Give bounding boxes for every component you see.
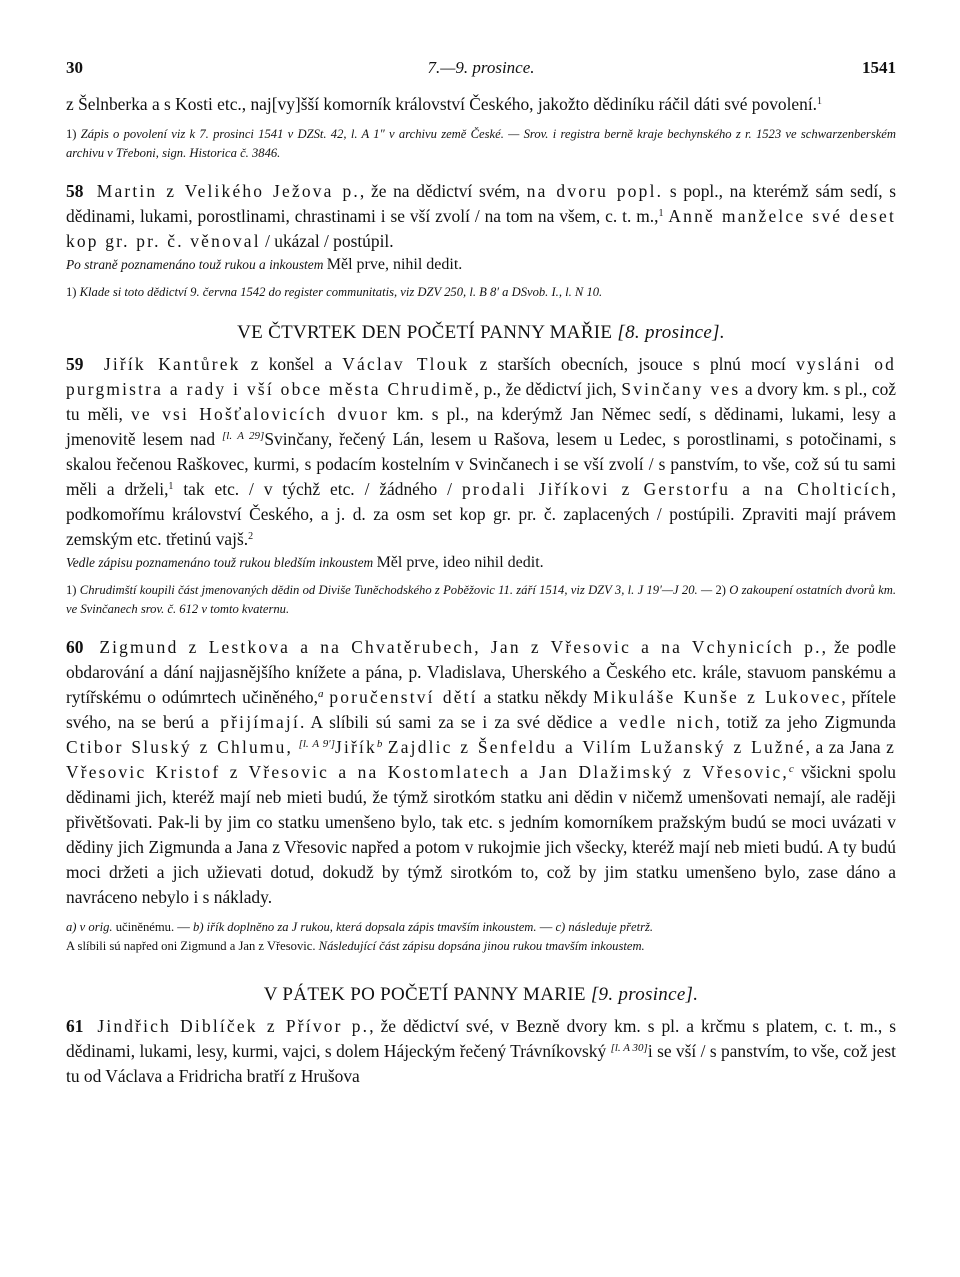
running-header [66, 58, 896, 92]
section-heading-9-december: V PÁTEK PO POČETÍ PANNY MARIE [9. prosince]. [263, 984, 699, 1005]
footnote-ref: 1 [817, 96, 823, 107]
page-number: 30 [66, 58, 83, 77]
margin-note-58: Po straně poznamenáno touž rukou a inkoustem Měl prve, nihil dedit. [66, 256, 463, 273]
footnote-ref: 1 [168, 481, 174, 492]
footnote-ref: 2 [248, 531, 254, 542]
footnote-58: 1) Klade si toto dědictví 9. června 1542 do register communitatis, viz DZV 250, l. B 8′ a DSvob. I., l. N 10. [66, 285, 603, 299]
folio-marker: [l. A 29] [221, 430, 265, 442]
apparatus-notes-60: a) v orig. učiněnému. — b) iřík doplněno za J rukou, která dopsala zápis tmavším inkoustem. — c) následuje přetrž. A slíbili sú napřed oni Zigmund a Jan z Vřesovic. Následující část zápisu dopsána jinou rukou tmavším inkoustem. [66, 920, 654, 953]
entry-57-continuation: z Šelnberka a s Kosti etc., naj[vy]šší komorník království Českého, jakožto dědiníku ráčil dáti své povolení.$^1$ [66, 94, 823, 114]
entry-number: 58 [66, 181, 84, 201]
footnote-ref: 1 [658, 208, 664, 219]
footnote-57: 1) Zápis o povolení viz k 7. prosinci 1541 v DZSt. 42, l. A 1″ v archivu země České. — Srov. i registra berně kraje bechynského z r. 1523 ve schwarzenberském archivu v Třeboni, sign. Historica č. 3846. [66, 127, 896, 160]
folio-marker: [l. A 30] [610, 1042, 648, 1054]
header-dates: 7.—9. prosince. [427, 58, 535, 77]
entry-60: 60 Zigmund z Lestkova a na Chvatěrubech, Jan z Vřesovic a na Vchynicích p., že podle obdarování a dání najjasnějšího knížete a pána, p. Vladislava, Uherského a Českého etc. krále, stavuom panskému a rytířskému o odúmrtech učiněného,$^a$ poručenství dětí a statku někdy Mikuláše Kunše z Lukovec, přítele svého, na se berú a přijímají. A slíbili sú sami za se i za své dědice a vedle nich, totiž za jeho Zigmunda Ctibor Sluský z Chlumu, [l. A 9′]Jiřík$^b$ Zajdlic z Šenfeldu a Vilím Lužanský z Lužné, a za Jana z Vřesovic Kristof z Vřesovic a na Kostomlatech a Jan Dlažimský z Vřesovic,$^c$ všickni spolu dědinami jich, kteréž mají neb mieti budú, že týmž sirotkóm statku ani dědin v ničemž umenšovati nemají, ale raději přivětšovati. Pak-li by jim co statku umenšeno bylo, tak etc. s jedním komorníkem pražským budú se moci uvázati v dědiny jich Zigmunda a Jana z Vřesovic napřed a potom v rukojmie jich všecky, kteréž mají neb mieti budú. A ty budú moci držeti a jich užievati dotud, dokudž by týmž sirotkóm to, což by jim statku umenšeno bylo, zase dáno a navráceno nebylo i s náklady. [66, 637, 897, 907]
entry-number: 61 [66, 1016, 84, 1036]
margin-note-59: Vedle zápisu poznamenáno touž rukou bledším inkoustem Měl prve, ideo nihil dedit. [66, 554, 544, 571]
footnote-59: 1) Chrudimští koupili část jmenovaných dědin od Diviše Tuněchodského z Poběžovic 11. září 1514, viz DZV 3, l. J 19′—J 20. — 2) O zakoupení ostatních dvorů km. ve Svinčanech srov. č. 612 v tomto kvaternu. [66, 583, 896, 616]
entry-59: 59 Jiřík Kantůrek z konšel a Václav Tlouk z starších obecních, jsouce s plnú mocí vysláni od purgmistra a rady i vší obce města Chrudimě, p., že dědictví jich, Svinčany ves a dvory km. s pl., což tu měli, ve vsi Hošťalovicích dvuor km. s pl., na kderýmž Jan Němec sedí, s dědinami, lukami, lesy a jmenovitě lesem nad [l. A 29]Svinčany, řečený Lán, lesem u Rašova, lesem u Ledec, s porostlinami, s potočinami, s skalou řečenou Raškovec, kurmi, s podacím kostelním v Svinčanech i se vší zvolí / s panstvím, to vše, což sú tu sami měli a drželi,$^1$ tak etc. / v týchž etc. / žádného / prodali Jiříkovi z Gerstorfu a na Cholticích, podkomořímu království Českého, a j. d. za osm set kop gr. pr. č. zaplacených / postúpili. Zpraviti mají právem zemským etc. třetinú vajš.$^2$ [66, 354, 897, 549]
entry-number: 59 [66, 354, 84, 374]
document-page [66, 58, 896, 1089]
entry-number: 60 [66, 637, 84, 657]
header-year: 1541 [862, 58, 896, 77]
section-heading-8-december: VE ČTVRTEK DEN POČETÍ PANNY MAŘIE [8. prosince]. [237, 322, 725, 343]
entry-61: 61 Jindřich Diblíček z Přívor p., že dědictví své, v Bezně dvory km. s pl. a krčmu s platem, c. t. m., s dědinami, lukami, lesy, kurmi, vajci, s dolem Hájeckým řečený Trávníkovský [l. A 30]i se vší / s panstvím, to vše, což jest tu od Václava a Fridricha bratří z Hrušova [66, 1016, 896, 1086]
entry-58: 58 Martin z Velikého Ježova p., že na dědictví svém, na dvoru popl. s popl., na kterémž sám sedí, s dědinami, lukami, porostlinami, chrastinami i se vší zvolí / na tom na všem, c. t. m.,$^1$ Anně manželce své deset kop gr. pr. č. věnoval / ukázal / postúpil. [66, 181, 897, 251]
folio-marker: [l. A 9′] [298, 738, 335, 750]
